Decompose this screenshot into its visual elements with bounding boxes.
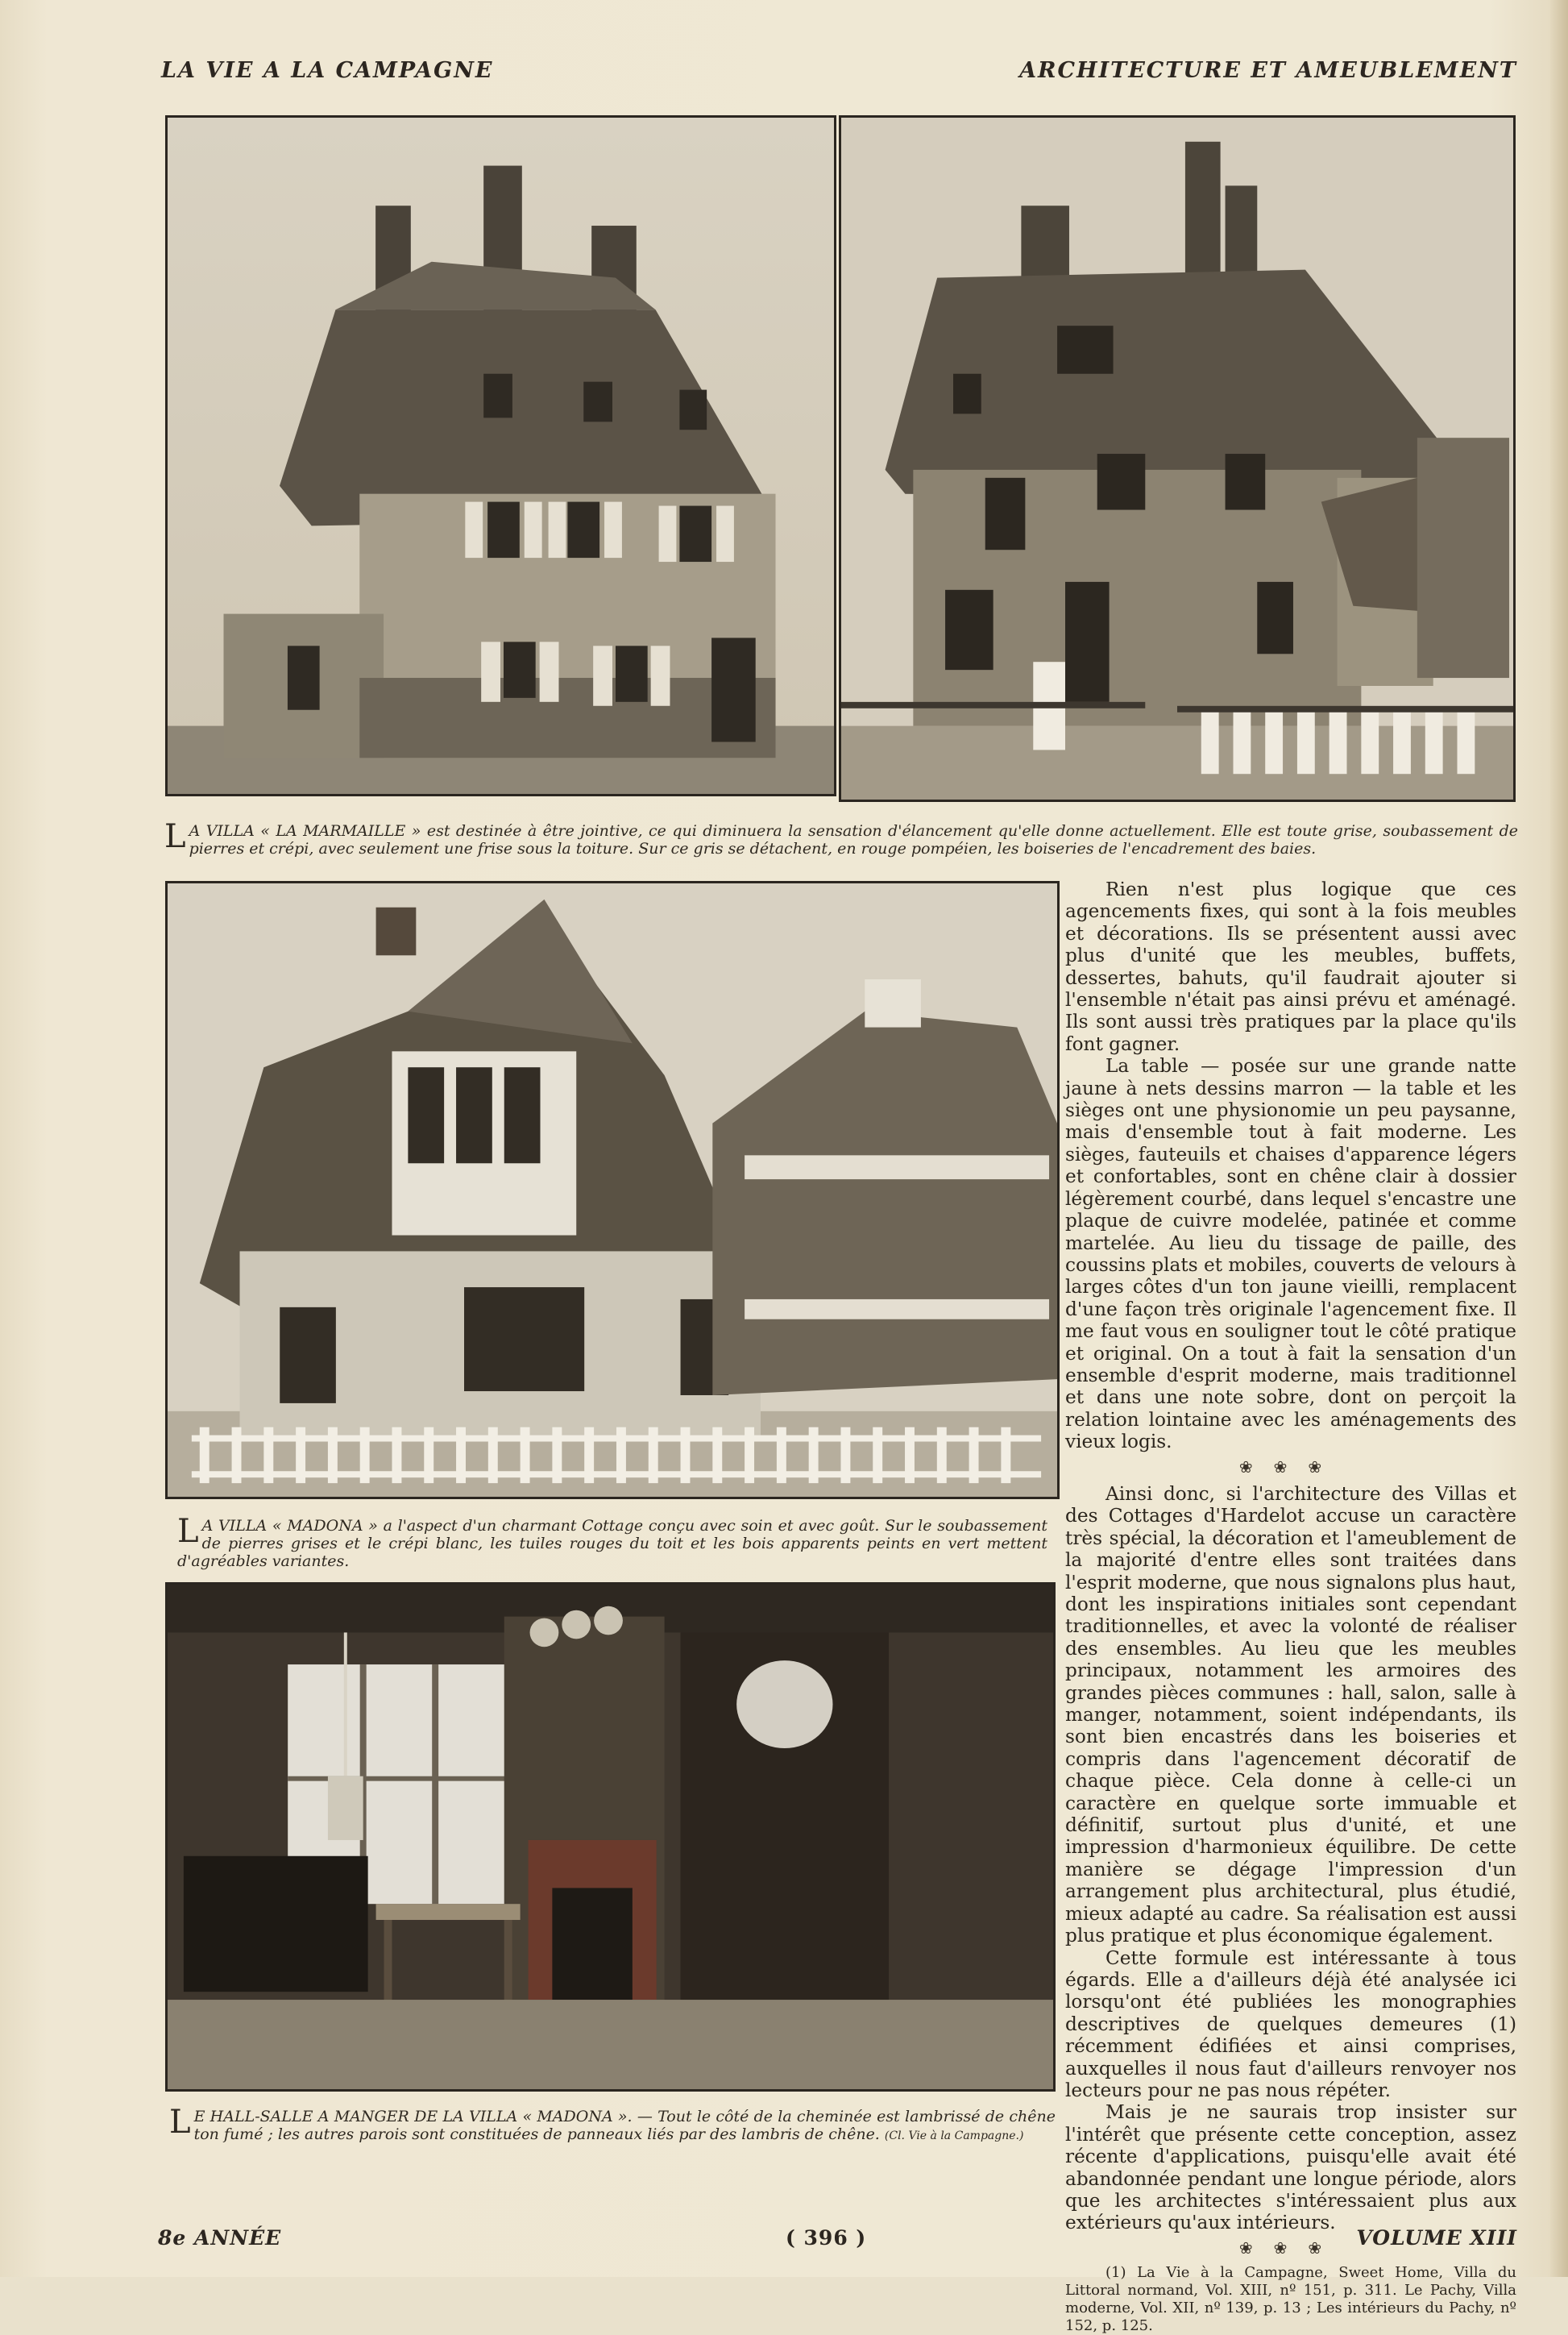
photo-credit: (Cl. Vie à la Campagne.) [884,2129,1024,2142]
hall-dining-room-image [168,1585,1053,2089]
ornament-divider: ❀❀❀ [1238,2237,1343,2258]
article-paragraph: Rien n'est plus logique que ces agencements fixes, qui sont à la fois meubles et décorations. Ils se présentent aussi avec plus d'unité que les meubles, buffets, dessertes, bahuts, qu'il faudrait ajouter si l'ensemble n'était pas ainsi prévu et aménagé. Ils sont aussi très pratiques par la place qu'ils font gagner. [1065,879,1516,1055]
ornament-divider: ❀❀❀ [1238,1456,1343,1477]
page-spine-edge [1550,0,1568,2277]
villa-marmaille-side-image [841,118,1513,800]
photo-marmaille-right [839,115,1516,802]
footnote: (1) La Vie à la Campagne, Sweet Home, Villa du Littoral normand, Vol. XIII, nº 151, p. 311. Le Pachy, Villa moderne, Vol. XII, nº 139, p. 13 ; Les intérieurs du Pachy, nº 152, p. 125. [1065,2264,1516,2335]
running-header-right: ARCHITECTURE ET AMEUBLEMENT [1019,58,1517,83]
caption-hall [169,2104,1056,2156]
footer-volume: VOLUME XIII [1356,2226,1517,2250]
article-paragraph: Ainsi donc, si l'architecture des Villas et des Cottages d'Hardelot accuse un caractère très spécial, la décoration et l'ameublement de la majorité d'entre elles sont traitées dans l'esprit moderne, que nous signalons plus haut, dont les inspirations initiales sont cependant traditionnelles, et avec la volonté de réaliser des ensembles. Au lieu que les meubles principaux, notamment les armoires des grandes pièces communes : hall, salon, salle à manger, notamment, soient indépendants, ils sont bien encastrés dans les boiseries et compris dans l'agencement décoratif de chaque pièce. Cela donne à celle-ci un caractère en quelque sorte immuable et définitif, surtout plus d'unité, et une impression d'harmonieux équilibre. De cette manière se dégage l'impression d'un arrangement plus architectural, plus étudié, mieux adapté au cadre. Sa réalisation est aussi plus pratique et plus économique également. [1065,1482,1516,1947]
article-paragraph: La table — posée sur une grande natte jaune à nets dessins marron — la table et les sièges ont une physionomie un peu paysanne, mais d'ensemble tout à fait moderne. Les sièges, fauteuils et chaises d'apparence légers et confortables, sont en chêne clair à dossier légèrement courbé, dans lequel s'encastre une plaque de cuivre modelée, patinée et comme martelée. Au lieu du tissage de paille, des coussins plats et mobiles, couverts de velours à larges côtes d'un ton jaune vieilli, remplacent d'une façon très originale l'agencement fixe. Il me faut vous en souligner tout le côté pratique et original. On a tout à fait la sensation d'un ensemble d'esprit moderne, mais traditionnel et dans une note sobre, dont on perçoit la relation lointaine avec les aménagements des vieux logis. [1065,1055,1516,1453]
caption-dropcap: L [169,2104,191,2141]
running-header-left: LA VIE A LA CAMPAGNE [161,58,494,83]
article-paragraph: Cette formule est intéressante à tous égards. Elle a d'ailleurs déjà été analysée ici lorsqu'ont été publiées les monographies descriptives de quelques demeures (1) récemment édifiées et ainsi comprises, auxquelles il nous faut d'ailleurs renvoyer nos lecteurs pour ne pas nous répéter. [1065,1947,1516,2101]
article-paragraph: Mais je ne saurais trop insister sur l'intérêt que présente cette conception, assez récente d'applications, puisqu'elle avait été abandonnée pendant une longue période, alors que les architectes s'intéressaient plus aux extérieurs qu'aux intérieurs. [1065,2101,1516,2234]
villa-madona-image [168,883,1057,1497]
photo-hall [165,1582,1056,2092]
caption-text: E HALL-SALLE A MANGER DE LA VILLA « MADONA ». — Tout le côté de la cheminée est lambrissé de chêne ton fumé ; les autres parois sont constituées de panneaux liés par des lambris de chêne. [193,2108,1056,2143]
article-column [1065,879,1516,2335]
photo-marmaille-left [165,115,836,796]
page-number: ( 396 ) [786,2226,867,2250]
caption-text: A VILLA « LA MARMAILLE » est destinée à être jointive, ce qui diminuera la sensation d'élancement qu'elle donne actuellement. Elle est toute grise, soubassement de pierres et crépi, avec seulement une frise sous la toiture. Sur ce gris se détachent, en rouge pompéien, les boiseries de l'encadrement des baies. [189,822,1518,858]
photo-madona [165,881,1060,1499]
caption-marmaille [164,818,1518,862]
caption-text: A VILLA « MADONA » a l'aspect d'un charmant Cottage conçu avec soin et avec goût. Sur le soubassement de pierres grises et le crépi blanc, les tuiles rouges du toit et les bois apparents peints en vert mettent d'agréables variantes. [177,1517,1047,1570]
footer-year: 8e ANNÉE [158,2226,282,2250]
caption-madona [177,1513,1047,1570]
villa-marmaille-image [168,118,834,794]
caption-dropcap: L [177,1513,199,1550]
caption-dropcap: L [164,818,186,855]
